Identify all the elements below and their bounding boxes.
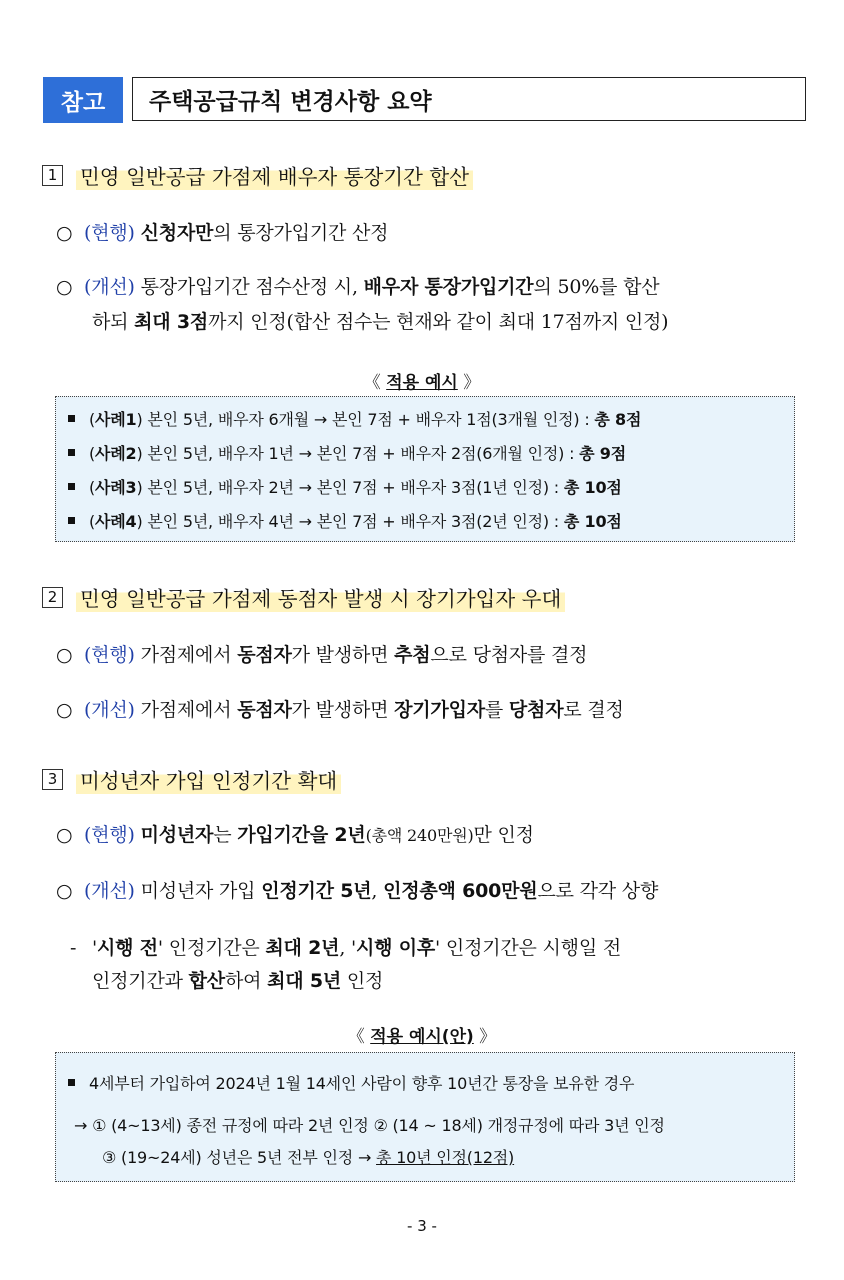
section-1-improve xyxy=(56,272,816,299)
square-bullet-icon xyxy=(68,1079,75,1086)
text: 으로 당첨자를 결정 xyxy=(430,644,588,666)
example-title-text: 적용 예시 xyxy=(386,373,458,393)
section-1-heading xyxy=(42,160,473,190)
bold-text: 추첨 xyxy=(394,644,431,666)
section-number: 1 xyxy=(42,165,63,186)
bold-text: 동점자 xyxy=(237,699,292,721)
bullet-icon: ○ xyxy=(56,276,73,298)
example-title-text: 적용 예시(안) xyxy=(370,1027,474,1047)
example-row: (사례2) 본인 5년, 배우자 1년 → 본인 7점 + 배우자 2점(6개월 인정) : 총 9점 xyxy=(68,441,626,464)
bullet-icon: ○ xyxy=(56,824,73,846)
bold-text: 인정총액 600만원 xyxy=(383,880,538,902)
bold-text: 시행 이후 xyxy=(356,937,436,959)
current-label: (현행) xyxy=(84,824,135,846)
bold-text: 동점자 xyxy=(237,644,292,666)
improve-label: (개선) xyxy=(84,699,135,721)
section-3-improve xyxy=(56,876,816,903)
section-3-dash-cont xyxy=(92,966,844,993)
square-bullet-icon xyxy=(68,483,75,490)
current-label: (현행) xyxy=(84,644,135,666)
section-1-current xyxy=(56,218,816,245)
section-number: 3 xyxy=(42,769,63,790)
bullet-icon: ○ xyxy=(56,880,73,902)
case-label: 사례2 xyxy=(95,444,137,463)
section-2-improve xyxy=(56,695,816,722)
example-2-box xyxy=(55,1052,795,1182)
square-bullet-icon xyxy=(68,449,75,456)
example-text: → ① (4~13세) 종전 규정에 따라 2년 인정 ② (14 ~ 18세) 개정규정에 따라 3년 인정 xyxy=(74,1116,665,1135)
example-1-box xyxy=(55,396,795,542)
dash-icon: - xyxy=(70,937,77,959)
text: (총액 240만원) xyxy=(365,826,474,845)
example-row: (사례1) 본인 5년, 배우자 6개월 → 본인 7점 + 배우자 1점(3개월 인정) : 총 8점 xyxy=(68,407,641,430)
text: 는 xyxy=(213,824,238,846)
text: 만 인정 xyxy=(473,824,534,846)
text: 하여 xyxy=(224,970,268,992)
bullet-icon: ○ xyxy=(56,644,73,666)
square-bullet-icon xyxy=(68,415,75,422)
case-total: 총 9점 xyxy=(579,444,626,463)
page-title: 주택공급규칙 변경사항 요약 xyxy=(132,77,806,121)
section-title: 민영 일반공급 가점제 배우자 통장기간 합산 xyxy=(76,160,473,190)
case-label: 사례4 xyxy=(95,512,137,531)
example-row xyxy=(74,1113,665,1136)
example-row: (사례4) 본인 5년, 배우자 4년 → 본인 7점 + 배우자 3점(2년 인정) : 총 10점 xyxy=(68,509,622,532)
reference-tag: 참고 xyxy=(43,77,123,123)
section-3-current xyxy=(56,820,816,847)
text: 를 xyxy=(484,699,509,721)
section-2-heading xyxy=(42,582,565,612)
text: 의 통장가입기간 산정 xyxy=(213,222,389,244)
bold-text: 최대 3점 xyxy=(134,311,209,333)
bold-text: 가입기간을 2년 xyxy=(237,824,366,846)
text: , xyxy=(371,880,384,902)
current-label: (현행) xyxy=(84,222,135,244)
case-total: 총 10점 xyxy=(563,512,622,531)
bold-text: 배우자 통장가입기간 xyxy=(363,276,534,298)
text: 으로 각각 상향 xyxy=(537,880,659,902)
text: ' 인정기간은 시행일 전 xyxy=(435,937,621,959)
bold-text: 장기가입자 xyxy=(394,699,485,721)
example-1-title: 《 적용 예시 》 xyxy=(363,373,481,393)
bold-text: 인정기간 5년 xyxy=(261,880,372,902)
case-total: 총 8점 xyxy=(594,410,642,429)
example-2-title: 《 적용 예시(안) 》 xyxy=(347,1027,497,1047)
example-result: 총 10년 인정(12점) xyxy=(376,1148,515,1167)
text: 가 발생하면 xyxy=(291,699,395,721)
text: 미성년자 가입 xyxy=(134,880,262,902)
bullet-icon: ○ xyxy=(56,222,73,244)
bold-text: 합산 xyxy=(188,970,225,992)
section-number: 2 xyxy=(42,587,63,608)
text: 인정기간과 xyxy=(92,970,189,992)
text: 통장가입기간 점수산정 시, xyxy=(134,276,364,298)
example-text: 4세부터 가입하여 2024년 1월 14세인 사람이 향후 10년간 통장을 보유한 경우 xyxy=(89,1074,635,1093)
example-row xyxy=(102,1145,514,1168)
section-2-current xyxy=(56,640,816,667)
text: ' xyxy=(92,937,98,959)
text: 로 결정 xyxy=(563,699,624,721)
example-row xyxy=(68,1071,634,1094)
section-3-dash xyxy=(70,933,830,960)
case-text: ) 본인 5년, 배우자 4년 → 본인 7점 + 배우자 3점(2년 인정) : xyxy=(136,512,564,531)
text: 가점제에서 xyxy=(134,644,238,666)
example-text: ③ (19~24세) 성년은 5년 전부 인정 → xyxy=(102,1148,377,1167)
text: 인정 xyxy=(341,970,384,992)
case-text: ) 본인 5년, 배우자 2년 → 본인 7점 + 배우자 3점(1년 인정) : xyxy=(136,478,564,497)
section-title: 민영 일반공급 가점제 동점자 발생 시 장기가입자 우대 xyxy=(76,582,565,612)
bold-text: 최대 5년 xyxy=(267,970,341,992)
bold-text: 미성년자 xyxy=(140,824,214,846)
improve-label: (개선) xyxy=(84,880,135,902)
text: 가 발생하면 xyxy=(291,644,395,666)
improve-label: (개선) xyxy=(84,276,135,298)
section-3-heading xyxy=(42,764,341,794)
case-total: 총 10점 xyxy=(563,478,622,497)
case-label: 사례3 xyxy=(95,478,137,497)
case-text: ) 본인 5년, 배우자 6개월 → 본인 7점 + 배우자 1점(3개월 인정) : xyxy=(136,410,595,429)
bold-text: 최대 2년 xyxy=(265,937,340,959)
example-row: (사례3) 본인 5년, 배우자 2년 → 본인 7점 + 배우자 3점(1년 인정) : 총 10점 xyxy=(68,475,622,498)
text: , ' xyxy=(339,937,357,959)
section-title: 미성년자 가입 인정기간 확대 xyxy=(76,764,341,794)
section-1-improve-cont xyxy=(92,307,844,334)
page-number: - 3 - xyxy=(407,1217,437,1235)
bold-text: 당첨자 xyxy=(508,699,564,721)
square-bullet-icon xyxy=(68,517,75,524)
bold-text: 신청자만 xyxy=(140,222,214,244)
bullet-icon: ○ xyxy=(56,699,73,721)
text: ' 인정기간은 xyxy=(157,937,266,959)
text: 가점제에서 xyxy=(134,699,238,721)
text: 까지 인정(합산 점수는 현재와 같이 최대 17점까지 인정) xyxy=(208,311,669,333)
case-label: 사례1 xyxy=(95,410,137,429)
bold-text: 시행 전 xyxy=(97,937,158,959)
case-text: ) 본인 5년, 배우자 1년 → 본인 7점 + 배우자 2점(6개월 인정) : xyxy=(136,444,580,463)
text: 의 50%를 합산 xyxy=(533,276,660,298)
text: 하되 xyxy=(92,311,135,333)
